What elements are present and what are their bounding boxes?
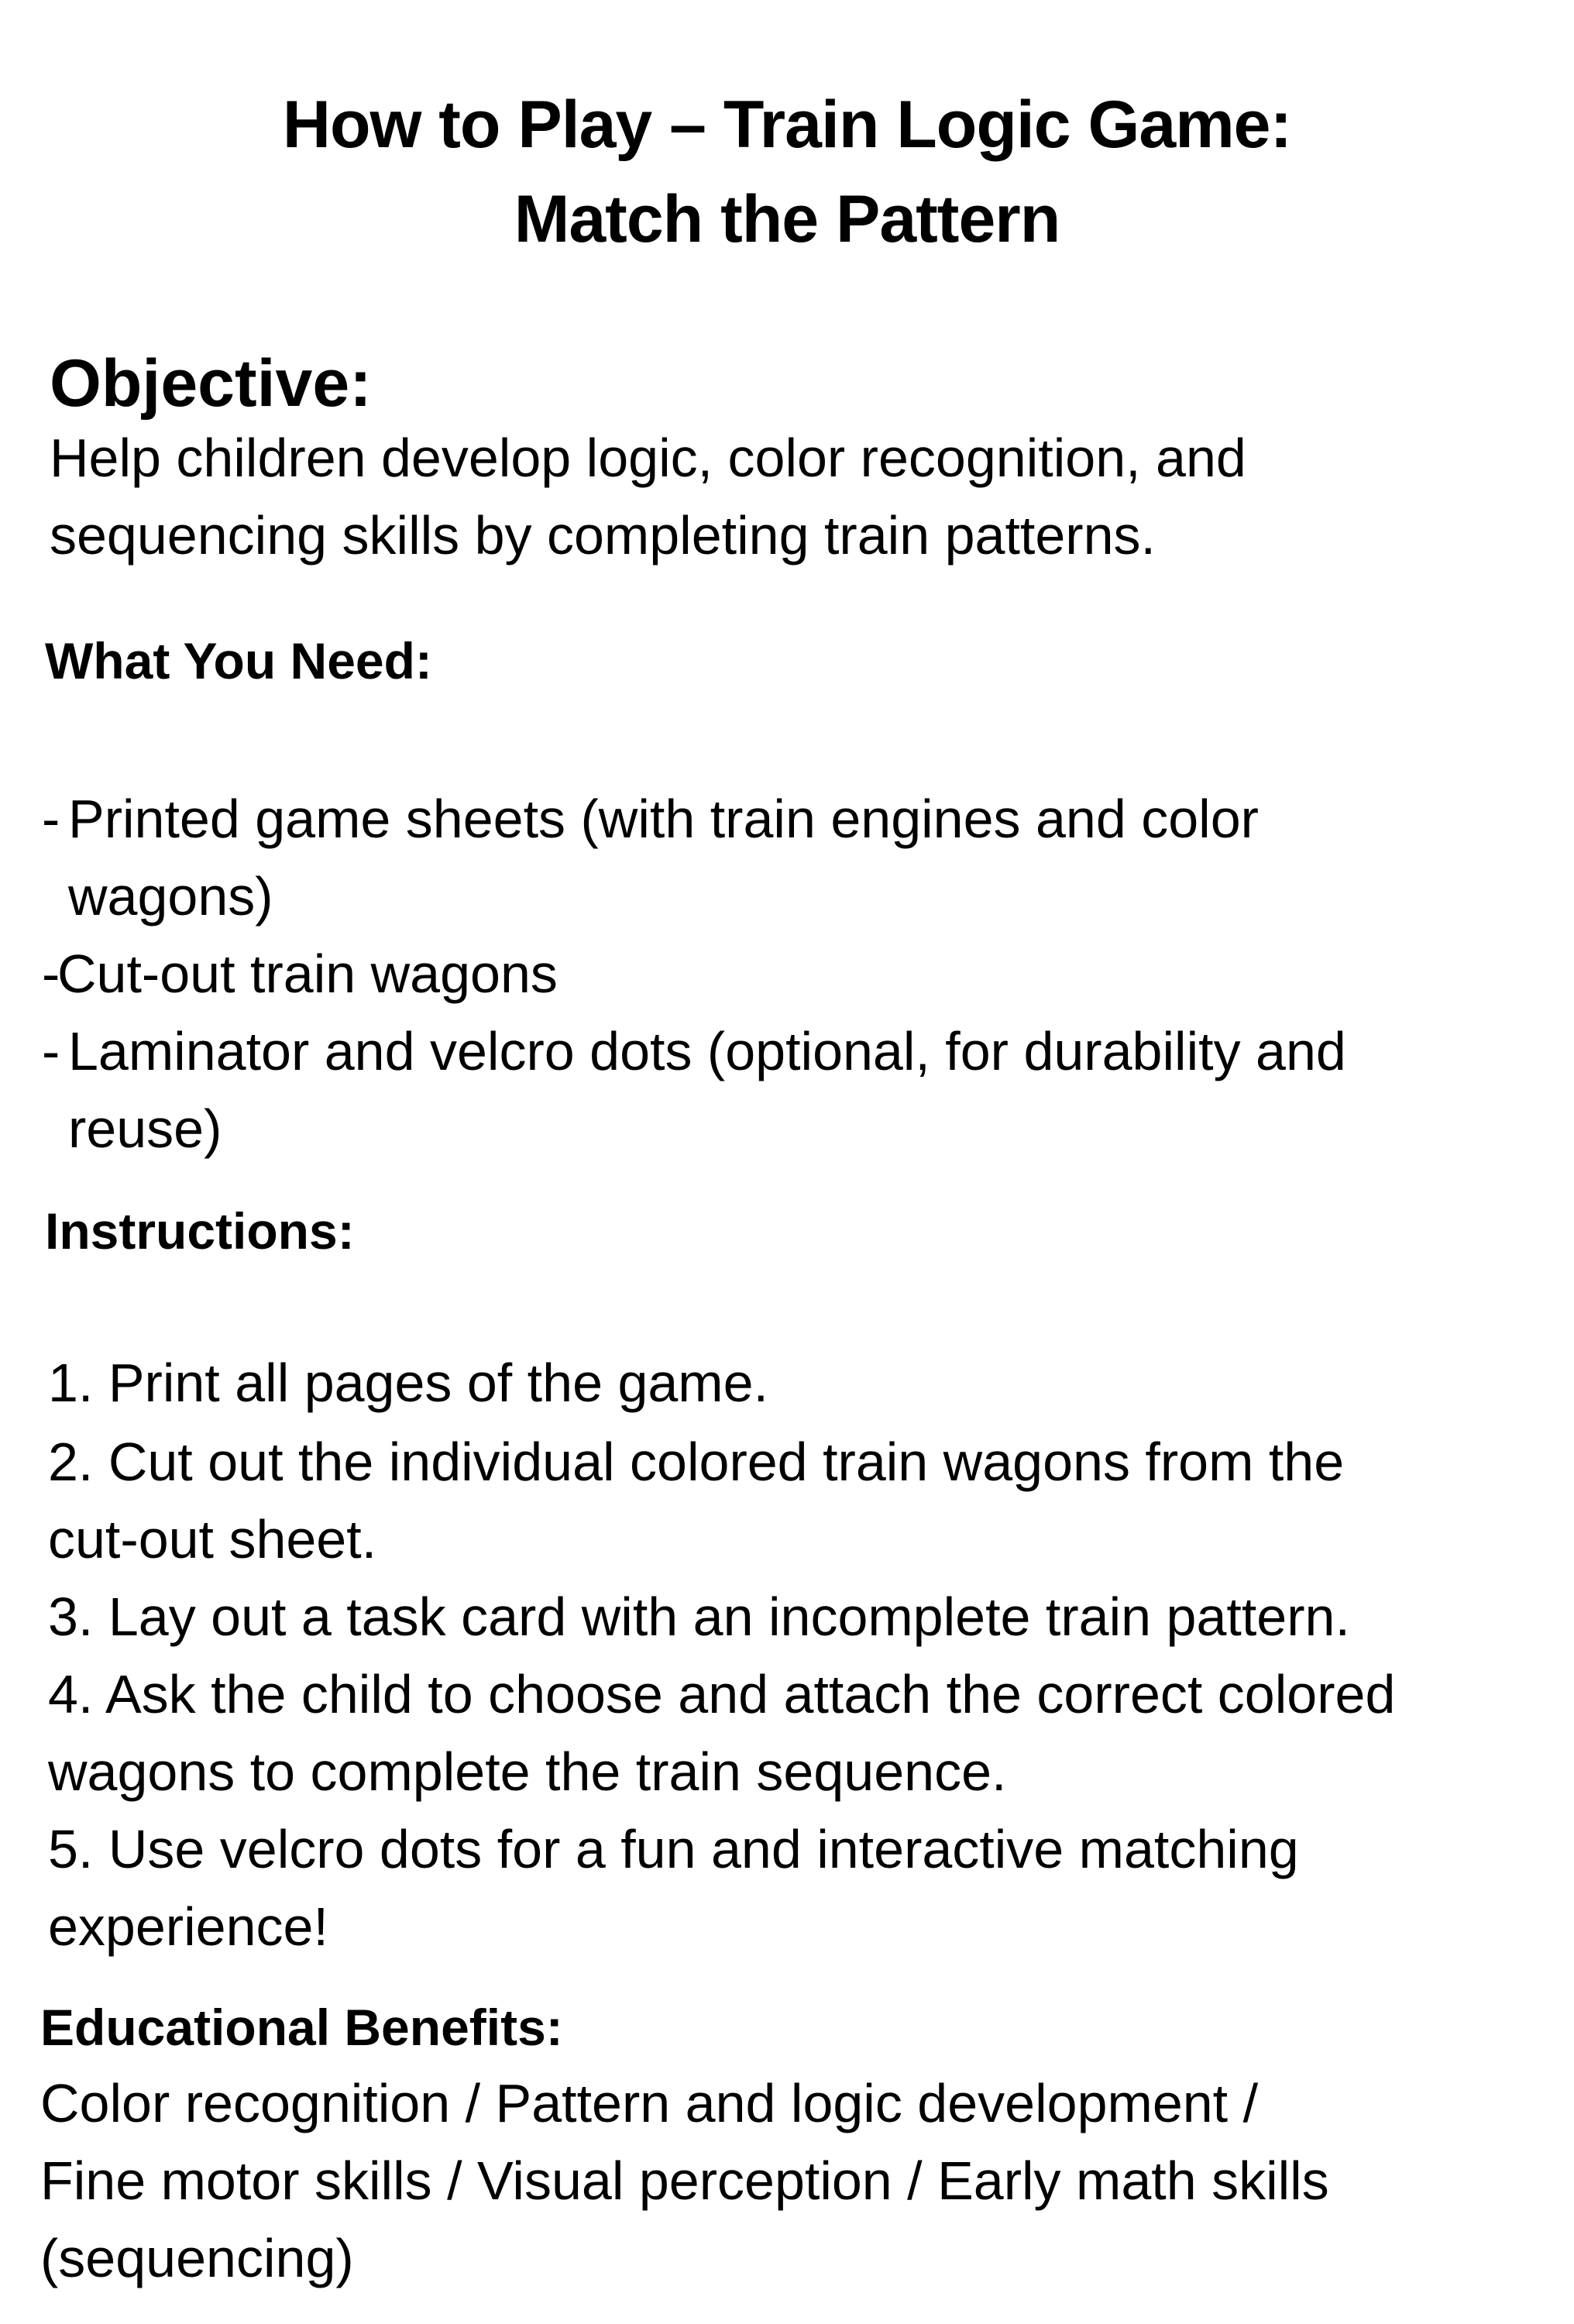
list-dash: - — [42, 1021, 60, 1081]
benefits-line: Color recognition / Pattern and logic development / — [40, 2073, 1259, 2133]
benefits-heading: Educational Benefits: — [40, 1999, 563, 2056]
page-title-line-1: How to Play – Train Logic Game: — [282, 88, 1292, 162]
list-dash: - — [42, 944, 60, 1004]
list-item-text-line-1: Printed game sheets (with train engines and color — [68, 789, 1259, 849]
list-item-text-line-1: Cut-out train wagons — [57, 944, 558, 1004]
instruction-line: cut-out sheet. — [48, 1509, 377, 1569]
list-item-text-line-1: Laminator and velcro dots (optional, for durability and — [68, 1021, 1346, 1081]
what-you-need-heading: What You Need: — [45, 632, 432, 689]
objective-text-line-1: Help children develop logic, color recognition, and — [50, 428, 1246, 488]
instruction-line: experience! — [48, 1896, 328, 1957]
instruction-line: wagons to complete the train sequence. — [48, 1741, 1007, 1802]
instruction-line: 5. Use velcro dots for a fun and interactive matching — [48, 1819, 1299, 1879]
benefits-line: (sequencing) — [40, 2228, 354, 2288]
list-dash: - — [42, 789, 60, 849]
page-title-line-2: Match the Pattern — [514, 182, 1060, 256]
instructions-heading: Instructions: — [45, 1202, 355, 1260]
list-item-text-line-2: reuse) — [68, 1098, 222, 1159]
objective-heading: Objective: — [50, 346, 372, 421]
objective-text-line-2: sequencing skills by completing train patterns. — [50, 505, 1156, 566]
instruction-line: 2. Cut out the individual colored train wagons from the — [48, 1432, 1345, 1492]
list-item-text-line-2: wagons) — [68, 866, 273, 927]
instruction-line: 1. Print all pages of the game. — [48, 1353, 768, 1413]
benefits-line: Fine motor skills / Visual perception / Early math skills — [40, 2150, 1329, 2211]
instruction-line: 4. Ask the child to choose and attach the correct colored — [48, 1664, 1396, 1724]
instruction-line: 3. Lay out a task card with an incomplete train pattern. — [48, 1587, 1350, 1647]
